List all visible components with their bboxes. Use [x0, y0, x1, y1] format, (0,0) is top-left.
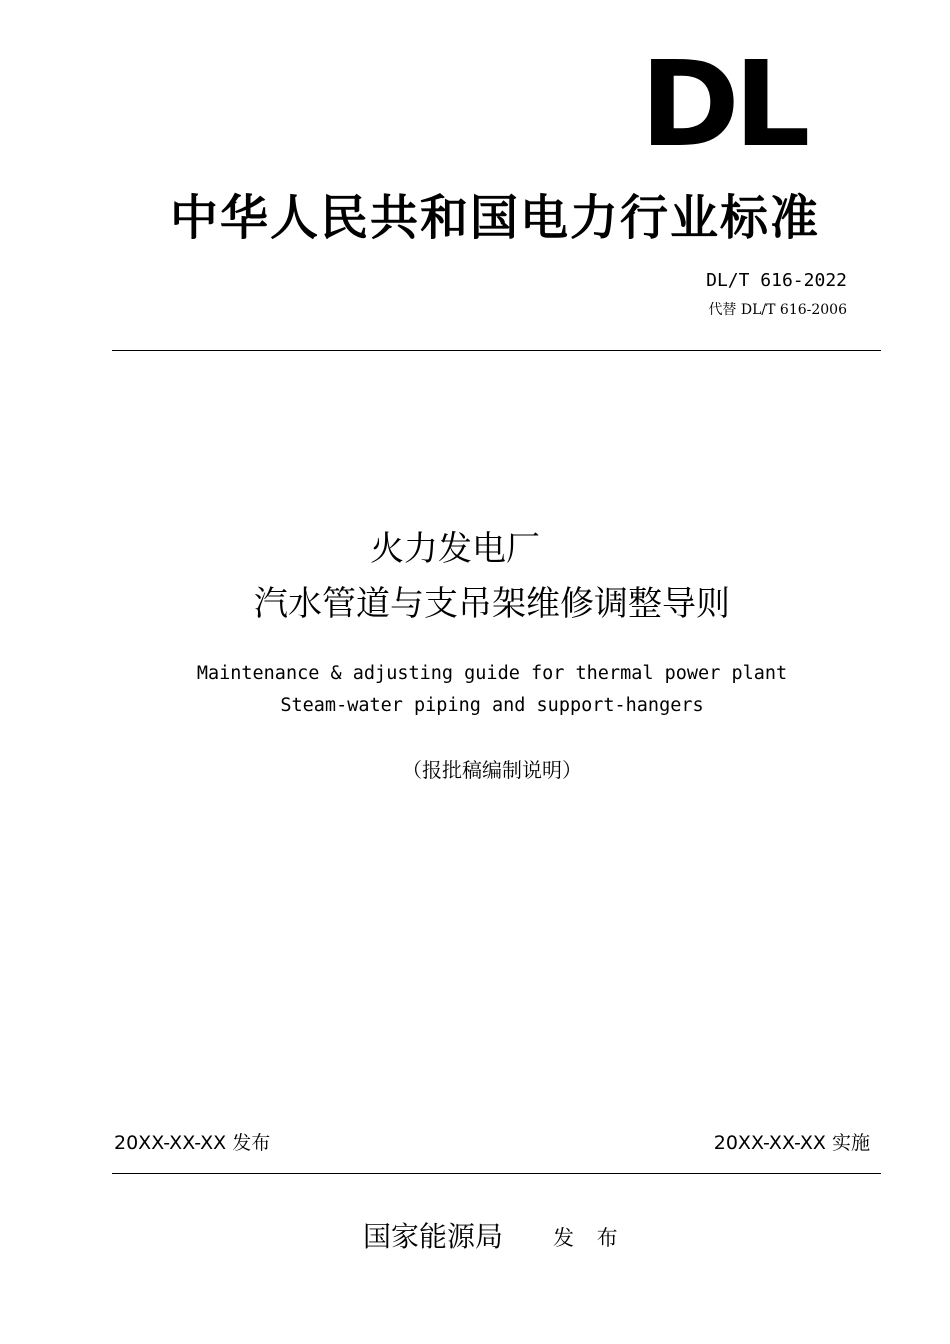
publisher-name: 国家能源局: [363, 1220, 504, 1253]
standard-code: DL/T 616-2022: [706, 270, 847, 291]
english-title-line-1: Maintenance & adjusting guide for thermal power plant: [196, 663, 788, 684]
dl-logo: DL: [640, 35, 805, 173]
replaced-standard: 代替 DL/T 616-2006: [708, 302, 847, 318]
standard-category-title: 中华人民共和国电力行业标准: [169, 190, 820, 246]
bottom-divider: [112, 1173, 881, 1174]
document-title-line-2: 汽水管道与支吊架维修调整导则: [254, 584, 730, 624]
release-date: 20XX-XX-XX 发布: [114, 1132, 271, 1154]
english-title-line-2: Steam-water piping and support-hangers: [280, 695, 704, 716]
top-divider: [112, 350, 881, 351]
effective-date: 20XX-XX-XX 实施: [713, 1132, 870, 1154]
publish-label: 发 布: [553, 1226, 626, 1250]
document-title-line-1: 火力发电厂: [370, 529, 540, 569]
draft-note: （报批稿编制说明）: [402, 758, 582, 782]
